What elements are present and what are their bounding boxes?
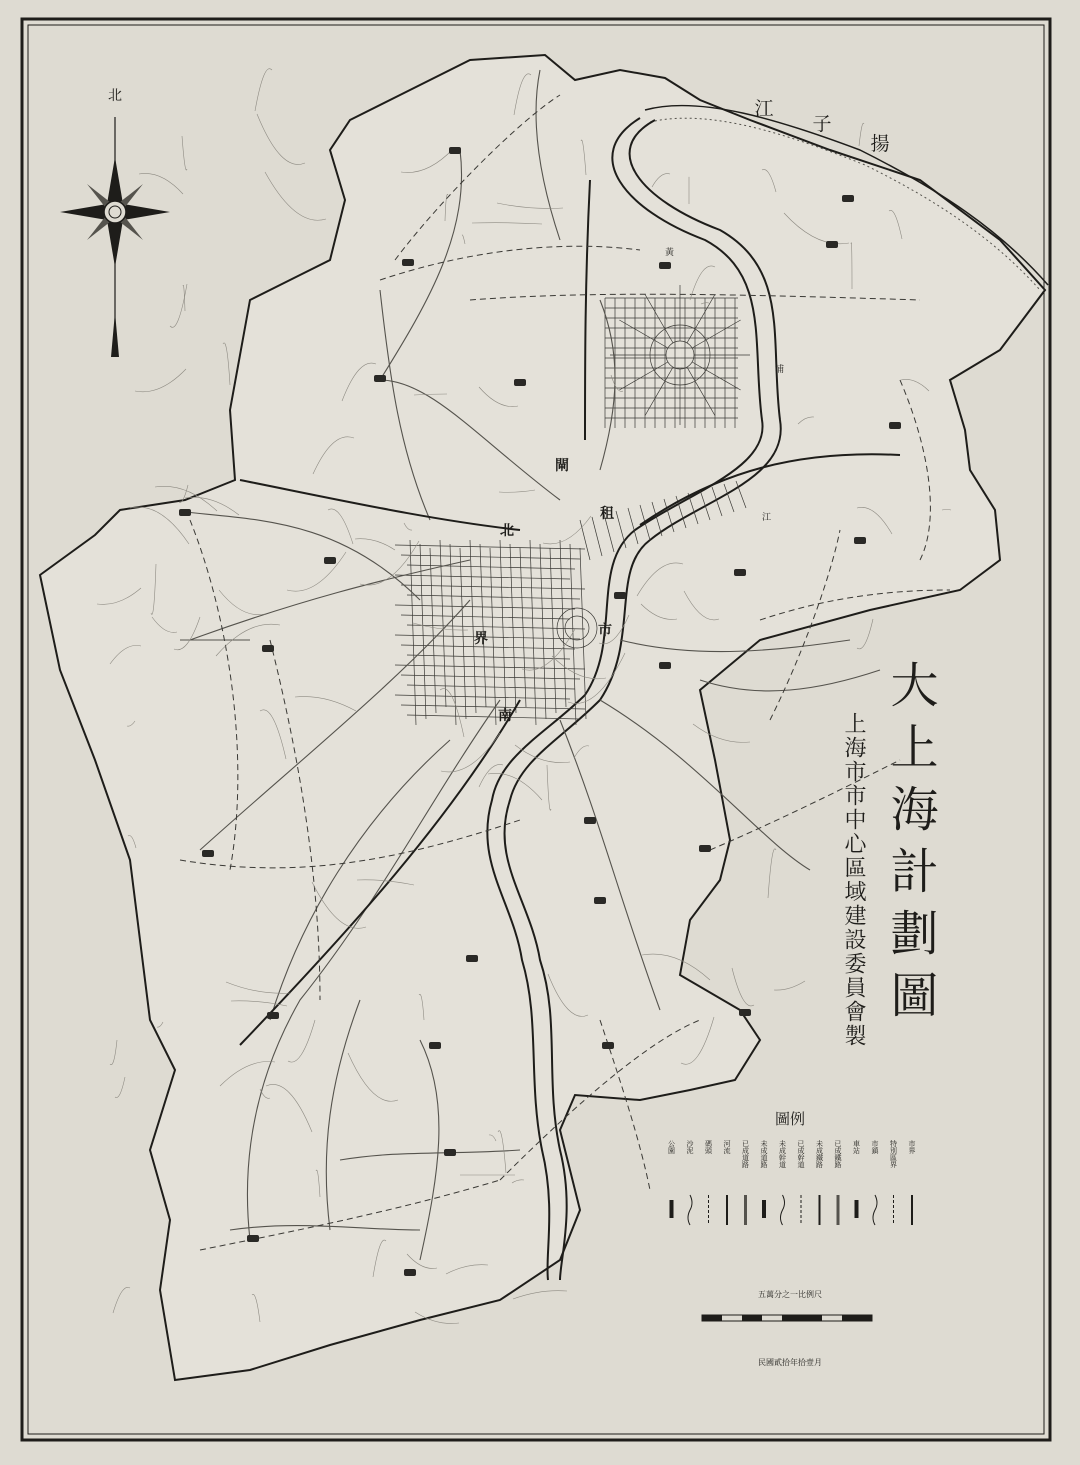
minor-canal (182, 136, 187, 170)
minor-canal (135, 369, 186, 392)
legend-item-label: 市鎮 (871, 1140, 879, 1154)
date-line: 民國貳拾年拾壹月 (758, 1358, 822, 1367)
legend-symbol (781, 1195, 785, 1225)
yangtze-char-3: 江 (754, 98, 774, 120)
town-marker (659, 262, 671, 269)
compass-rose (60, 88, 170, 357)
minor-canal (857, 619, 873, 649)
north-label: 北 (108, 88, 122, 104)
legend-item-label: 碼頭 (704, 1140, 713, 1154)
town-marker (429, 1042, 441, 1049)
scale-bar (702, 1289, 872, 1321)
town-marker (854, 537, 866, 544)
district-label-5: 南 (498, 708, 512, 724)
trunk-road (700, 670, 880, 691)
minor-canal (255, 69, 272, 111)
legend-items (668, 1139, 917, 1225)
district-label-1: 北 (500, 523, 514, 539)
town-marker (374, 375, 386, 382)
legend-item-label: 未成幹道 (778, 1140, 787, 1168)
scale-bar-seg-4 (842, 1315, 872, 1321)
huangpu-char-2: 浦 (775, 365, 785, 375)
legend-item-label: 公園 (667, 1140, 676, 1154)
minor-canal (139, 173, 183, 194)
town-marker (262, 645, 274, 652)
town-marker (179, 509, 191, 516)
legend-item-label: 河流 (723, 1140, 731, 1154)
minor-canal (110, 1040, 117, 1065)
legend-item-label: 未成道路 (760, 1140, 768, 1168)
legend-item-label: 未成鐵路 (815, 1140, 824, 1168)
district-label-6: 市 (598, 623, 612, 639)
legend-symbol (670, 1200, 674, 1218)
legend-item-label: 特別區界 (889, 1140, 898, 1168)
minor-canal (223, 343, 230, 385)
town-marker (267, 1012, 279, 1019)
legend-symbol (873, 1195, 877, 1225)
town-marker (514, 379, 526, 386)
district-label-3: 租 (600, 506, 614, 522)
scale-bar-seg-3 (782, 1315, 822, 1321)
town-marker (739, 1009, 751, 1016)
legend (668, 1110, 917, 1225)
planned-railway (710, 760, 900, 850)
legend-symbol (855, 1200, 859, 1218)
legend-title: 圖例 (774, 1110, 806, 1128)
compass-center (104, 201, 126, 223)
district-label-4: 界 (474, 631, 488, 647)
minor-canal (859, 123, 864, 146)
scale-bar-seg-1 (702, 1315, 722, 1321)
legend-item-label: 沙泥 (686, 1140, 694, 1154)
minor-canal (115, 1077, 125, 1098)
legend-item-label: 車站 (852, 1140, 861, 1154)
minor-canal (732, 968, 754, 1006)
town-marker (842, 195, 854, 202)
town-marker (614, 592, 626, 599)
town-marker (584, 817, 596, 824)
legend-symbol (688, 1195, 692, 1225)
legend-symbol (762, 1200, 766, 1218)
town-marker (466, 955, 478, 962)
minor-canal (513, 1291, 567, 1299)
town-marker (826, 241, 838, 248)
town-marker (889, 422, 901, 429)
scale-bar-seg-2 (742, 1315, 762, 1321)
yangtze-char-1: 揚 (870, 133, 890, 155)
district-label-2: 閘 (555, 458, 569, 474)
town-marker (247, 1235, 259, 1242)
north-arrow-tail (111, 312, 119, 357)
minor-canal (113, 1287, 130, 1313)
town-marker (659, 662, 671, 669)
town-marker (444, 1149, 456, 1156)
town-marker (699, 845, 711, 852)
town-marker (202, 850, 214, 857)
minor-canal (265, 172, 326, 220)
town-marker (404, 1269, 416, 1276)
town-marker (602, 1042, 614, 1049)
legend-item-label: 已成道路 (741, 1140, 750, 1168)
minor-canal (768, 849, 776, 898)
town-marker (594, 897, 606, 904)
huangpu-char-1: 黃 (665, 248, 675, 258)
minor-canal (170, 284, 187, 327)
town-marker (449, 147, 461, 154)
map-subtitle: 上海市市中心區域建設委員會製 (841, 712, 866, 1048)
town-marker (402, 259, 414, 266)
scale-caption: 五萬分之一比例尺 (758, 1290, 822, 1299)
legend-item-label: 已成幹道 (797, 1140, 805, 1168)
town-marker (324, 557, 336, 564)
legend-item-label: 已成鐵路 (834, 1140, 842, 1168)
town-marker (734, 569, 746, 576)
legend-item-label: 市界 (908, 1140, 916, 1154)
huangpu-char-3: 江 (762, 513, 772, 523)
yangtze-char-2: 子 (812, 113, 832, 135)
map-title: 大上海計劃圖 (882, 660, 938, 1032)
minor-canal (257, 114, 305, 164)
minor-canal (774, 981, 805, 990)
